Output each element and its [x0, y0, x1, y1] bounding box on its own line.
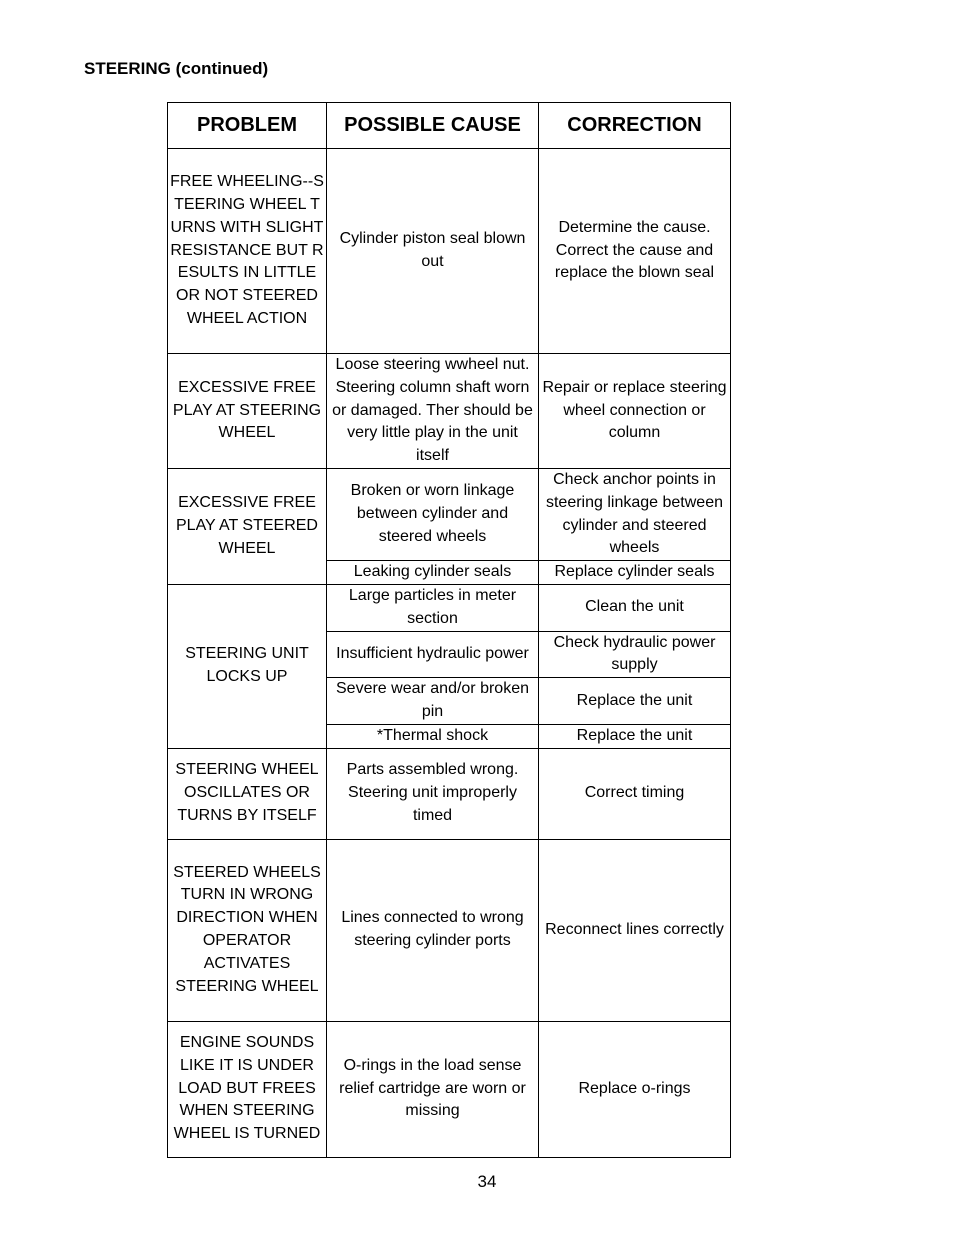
- cause-cell: Loose steering wwheel nut. Steering column shaft worn or damaged. Ther should be very little play in the unit itself: [327, 354, 539, 469]
- page-number: 34: [477, 1172, 497, 1191]
- correction-cell: Replace o-rings: [539, 1021, 731, 1157]
- column-header-possible-cause: POSSIBLE CAUSE: [327, 103, 539, 149]
- correction-cell: Determine the cause. Correct the cause and replace the blown seal: [539, 149, 731, 354]
- table-row: [168, 748, 731, 839]
- problem-cell: EXCESSIVE FREE PLAY AT STEERING WHEEL: [168, 354, 327, 469]
- correction-cell: Replace the unit: [539, 724, 731, 748]
- problem-cell: STEERING UNIT LOCKS UP: [168, 584, 327, 748]
- table-header-row: [168, 103, 731, 149]
- correction-cell: Replace cylinder seals: [539, 561, 731, 585]
- problem-cell: EXCESSIVE FREE PLAY AT STEERED WHEEL: [168, 468, 327, 584]
- correction-cell: Replace the unit: [539, 678, 731, 725]
- table-row: [168, 354, 731, 469]
- cause-cell: Leaking cylinder seals: [327, 561, 539, 585]
- column-header-problem: PROBLEM: [168, 103, 327, 149]
- correction-cell: Reconnect lines correctly: [539, 839, 731, 1021]
- correction-cell: Check anchor points in steering linkage between cylinder and steered wheels: [539, 468, 731, 560]
- cause-cell: Lines connected to wrong steering cylinder ports: [327, 839, 539, 1021]
- correction-cell: Correct timing: [539, 748, 731, 839]
- cause-cell: Broken or worn linkage between cylinder and steered wheels: [327, 468, 539, 560]
- cause-cell: Insufficient hydraulic power: [327, 631, 539, 678]
- troubleshooting-table: [167, 102, 731, 1158]
- problem-cell: ENGINE SOUNDS LIKE IT IS UNDER LOAD BUT FREES WHEN STEERING WHEEL IS TURNED: [168, 1021, 327, 1157]
- cause-cell: Parts assembled wrong. Steering unit improperly timed: [327, 748, 539, 839]
- cause-cell: Cylinder piston seal blown out: [327, 149, 539, 354]
- correction-cell: Repair or replace steering wheel connection or column: [539, 354, 731, 469]
- cause-cell: Severe wear and/or broken pin: [327, 678, 539, 725]
- column-header-correction: CORRECTION: [539, 103, 731, 149]
- table-row: [168, 468, 731, 560]
- table-row: [168, 1021, 731, 1157]
- table-row: [168, 149, 731, 354]
- table-row: [168, 584, 731, 631]
- correction-cell: Check hydraulic power supply: [539, 631, 731, 678]
- table-row: [168, 839, 731, 1021]
- cause-cell: Large particles in meter section: [327, 584, 539, 631]
- problem-cell: FREE WHEELING--STEERING WHEEL TURNS WITH SLIGHT RESISTANCE BUT RESULTS IN LITTLE OR NOT STEERED WHEEL ACTION: [168, 149, 327, 354]
- cause-cell: *Thermal shock: [327, 724, 539, 748]
- correction-cell: Clean the unit: [539, 584, 731, 631]
- section-heading: STEERING (continued): [84, 59, 269, 78]
- problem-cell: STEERING WHEEL OSCILLATES OR TURNS BY ITSELF: [168, 748, 327, 839]
- cause-cell: O-rings in the load sense relief cartridge are worn or missing: [327, 1021, 539, 1157]
- problem-cell: STEERED WHEELS TURN IN WRONG DIRECTION WHEN OPERATOR ACTIVATES STEERING WHEEL: [168, 839, 327, 1021]
